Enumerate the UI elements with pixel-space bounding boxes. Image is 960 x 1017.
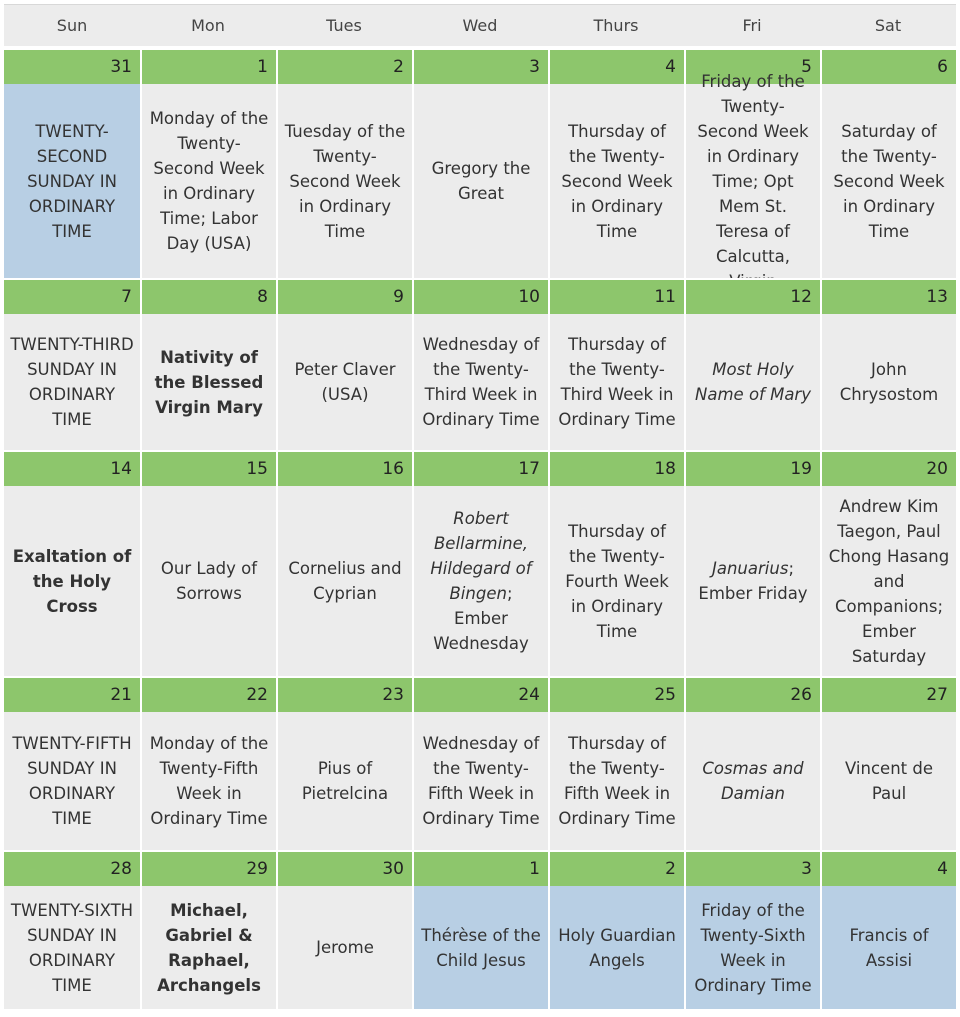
day-number: 1 xyxy=(412,850,548,886)
day-number: 11 xyxy=(548,278,684,314)
feast-text-part: Wednesday of the Twenty-Third Week in Ordinary Time xyxy=(422,335,540,429)
feast-text xyxy=(420,923,542,973)
day-number: 3 xyxy=(412,48,548,84)
feast-text-part: TWENTY-THIRD SUNDAY IN ORDINARY TIME xyxy=(10,335,134,429)
feast-text-part: Peter Claver (USA) xyxy=(294,360,396,404)
day-cell-sat[interactable] xyxy=(820,712,956,850)
day-number: 20 xyxy=(820,450,956,486)
day-cell-wed[interactable] xyxy=(412,712,548,850)
day-cell-sun[interactable] xyxy=(4,84,140,278)
feast-text xyxy=(556,923,678,973)
weekday-sat: Sat xyxy=(820,4,956,48)
feast-text xyxy=(284,556,406,606)
weekday-wed: Wed xyxy=(412,4,548,48)
feast-text-part: Wednesday of the Twenty-Fifth Week in Ordinary Time xyxy=(422,734,540,828)
feast-text xyxy=(148,731,270,831)
feast-text-part: Robert Bellarmine, Hildegard of Bingen xyxy=(430,509,532,603)
day-cell-thu[interactable] xyxy=(548,486,684,676)
feast-text-part: Thérèse of the Child Jesus xyxy=(421,925,541,970)
day-cell-fri[interactable] xyxy=(684,314,820,450)
day-cell-tue[interactable] xyxy=(276,84,412,278)
feast-text-part: Most Holy Name of Mary xyxy=(695,360,811,404)
day-number: 27 xyxy=(820,676,956,712)
day-cell-wed[interactable] xyxy=(412,84,548,278)
day-number: 4 xyxy=(548,48,684,84)
feast-text-part: Cornelius and Cyprian xyxy=(288,559,402,603)
feast-text-part: Thursday of the Twenty-Second Week in Ordinary Time xyxy=(561,121,673,241)
feast-text-part: Thursday of the Twenty-Third Week in Ordinary Time xyxy=(558,335,676,429)
day-number: 3 xyxy=(684,850,820,886)
day-cell-sat[interactable] xyxy=(820,886,956,1009)
feast-text-part: Saturday of the Twenty-Second Week in Ordinary Time xyxy=(833,121,945,241)
day-number: 7 xyxy=(4,278,140,314)
day-number: 18 xyxy=(548,450,684,486)
day-cell-fri[interactable] xyxy=(684,486,820,676)
feast-text-part: Our Lady of Sorrows xyxy=(160,559,258,603)
feast-text-part: Thursday of the Twenty-Fourth Week in Ordinary Time xyxy=(565,521,669,641)
feast-text xyxy=(556,731,678,831)
day-cell-sun[interactable] xyxy=(4,314,140,450)
feast-text xyxy=(692,756,814,806)
feast-text-part: Vincent de Paul xyxy=(845,759,933,803)
day-cell-mon[interactable] xyxy=(140,84,276,278)
day-number: 31 xyxy=(4,48,140,84)
day-number: 14 xyxy=(4,450,140,486)
day-cell-tue[interactable] xyxy=(276,314,412,450)
day-cell-fri[interactable] xyxy=(684,886,820,1009)
feast-text xyxy=(556,519,678,644)
day-cell-fri[interactable] xyxy=(684,71,820,278)
day-cell-thu[interactable] xyxy=(548,314,684,450)
day-number: 2 xyxy=(548,850,684,886)
feast-text xyxy=(828,756,950,806)
day-cell-sat[interactable] xyxy=(820,314,956,450)
day-number: 17 xyxy=(412,450,548,486)
day-cell-mon[interactable] xyxy=(140,886,276,1009)
feast-text xyxy=(420,506,542,656)
weekday-tue: Tues xyxy=(276,4,412,48)
day-number: 10 xyxy=(412,278,548,314)
feast-text-part: Pius of Pietrelcina xyxy=(301,759,389,803)
feast-text xyxy=(10,544,134,619)
day-number: 28 xyxy=(4,850,140,886)
feast-text-part: Thursday of the Twenty-Fifth Week in Ordinary Time xyxy=(558,734,676,828)
weekday-sun: Sun xyxy=(4,4,140,48)
feast-text-part: ; Ember Wednesday xyxy=(433,584,529,653)
feast-text xyxy=(284,357,406,407)
feast-text-part: Gregory the Great xyxy=(431,159,531,203)
day-number: 26 xyxy=(684,676,820,712)
day-number: 9 xyxy=(276,278,412,314)
feast-text xyxy=(316,935,374,960)
feast-text xyxy=(10,731,134,831)
feast-text-part: Friday of the Twenty-Sixth Week in Ordinary Time xyxy=(694,900,812,995)
feast-text-part: TWENTY-SECOND SUNDAY IN ORDINARY TIME xyxy=(27,121,117,241)
day-cell-mon[interactable] xyxy=(140,486,276,676)
day-number: 12 xyxy=(684,278,820,314)
feast-text-part: Monday of the Twenty-Fifth Week in Ordinary Time xyxy=(149,734,269,828)
feast-text xyxy=(284,119,406,244)
day-cell-thu[interactable] xyxy=(548,712,684,850)
feast-text xyxy=(828,357,950,407)
day-cell-sat[interactable] xyxy=(820,486,956,676)
feast-text xyxy=(828,923,950,973)
feast-text xyxy=(148,898,270,998)
day-cell-thu[interactable] xyxy=(548,84,684,278)
weekday-thu: Thurs xyxy=(548,4,684,48)
weekday-mon: Mon xyxy=(140,4,276,48)
feast-text xyxy=(10,898,134,998)
day-number: 25 xyxy=(548,676,684,712)
day-number: 30 xyxy=(276,850,412,886)
feast-text-part: Monday of the Twenty-Second Week in Ordinary Time; Labor Day (USA) xyxy=(149,109,269,253)
day-cell-tue[interactable] xyxy=(276,712,412,850)
weekday-fri: Fri xyxy=(684,4,820,48)
day-number: 19 xyxy=(684,450,820,486)
day-cell-mon[interactable] xyxy=(140,314,276,450)
feast-text-part: TWENTY-SIXTH SUNDAY IN ORDINARY TIME xyxy=(10,900,134,995)
day-cell-wed[interactable] xyxy=(412,886,548,1009)
day-number: 15 xyxy=(140,450,276,486)
day-number: 16 xyxy=(276,450,412,486)
feast-text xyxy=(10,332,134,432)
feast-text-part: Jerome xyxy=(316,938,374,957)
feast-text-part: Andrew Kim Taegon, Paul Chong Hasang and Companions; Ember Saturday xyxy=(828,496,950,666)
day-number: 6 xyxy=(820,48,956,84)
day-cell-sun[interactable] xyxy=(4,712,140,850)
feast-text-part: Michael, Gabriel & Raphael, Archangels xyxy=(157,900,261,995)
day-number: 8 xyxy=(140,278,276,314)
feast-text xyxy=(556,119,678,244)
feast-text xyxy=(284,756,406,806)
calendar-grid xyxy=(4,4,956,1017)
feast-text-part: Francis of Assisi xyxy=(849,925,929,970)
day-number: 23 xyxy=(276,676,412,712)
feast-text xyxy=(148,556,270,606)
feast-text xyxy=(148,345,270,420)
day-cell-sun[interactable] xyxy=(4,486,140,676)
feast-text-part: Exaltation of the Holy Cross xyxy=(12,546,132,616)
feast-text xyxy=(420,332,542,432)
feast-text xyxy=(420,156,542,206)
day-number: 22 xyxy=(140,676,276,712)
feast-text-part: Nativity of the Blessed Virgin Mary xyxy=(154,347,264,417)
day-cell-tue[interactable] xyxy=(276,486,412,676)
day-number: 5 xyxy=(684,48,820,84)
feast-text xyxy=(10,119,134,244)
day-cell-fri[interactable] xyxy=(684,712,820,850)
day-number: 13 xyxy=(820,278,956,314)
day-cell-wed[interactable] xyxy=(412,314,548,450)
day-number: 2 xyxy=(276,48,412,84)
feast-text-part: Friday of the Twenty-Second Week in Ordinary Time; Opt Mem St. Teresa of Calcutta, xyxy=(697,71,809,266)
feast-text-part: Tuesday of the Twenty-Second Week in Ordinary Time xyxy=(284,121,406,241)
day-number: 29 xyxy=(140,850,276,886)
feast-text-part: Cosmas and Damian xyxy=(702,759,804,803)
day-cell-mon[interactable] xyxy=(140,712,276,850)
feast-text-part: Januarius xyxy=(712,559,789,578)
day-number: 24 xyxy=(412,676,548,712)
feast-text xyxy=(692,69,814,294)
feast-text-part: TWENTY-FIFTH SUNDAY IN ORDINARY TIME xyxy=(12,734,132,828)
feast-text xyxy=(828,494,950,669)
feast-text-part: John Chrysostom xyxy=(839,360,939,404)
feast-text xyxy=(148,106,270,256)
feast-text xyxy=(828,119,950,244)
day-cell-thu[interactable] xyxy=(548,886,684,1009)
day-number: 21 xyxy=(4,676,140,712)
day-cell-sat[interactable] xyxy=(820,84,956,278)
feast-text-part: ; Ember Friday xyxy=(698,559,808,603)
day-number: 1 xyxy=(140,48,276,84)
feast-text xyxy=(420,731,542,831)
feast-text xyxy=(692,556,814,606)
feast-text xyxy=(692,898,814,998)
day-cell-sun[interactable] xyxy=(4,886,140,1009)
day-number: 4 xyxy=(820,850,956,886)
day-cell-wed[interactable] xyxy=(412,486,548,676)
feast-text-part: Holy Guardian Angels xyxy=(558,925,676,970)
day-cell-tue[interactable] xyxy=(276,886,412,1009)
feast-text xyxy=(692,357,814,407)
feast-text xyxy=(556,332,678,432)
